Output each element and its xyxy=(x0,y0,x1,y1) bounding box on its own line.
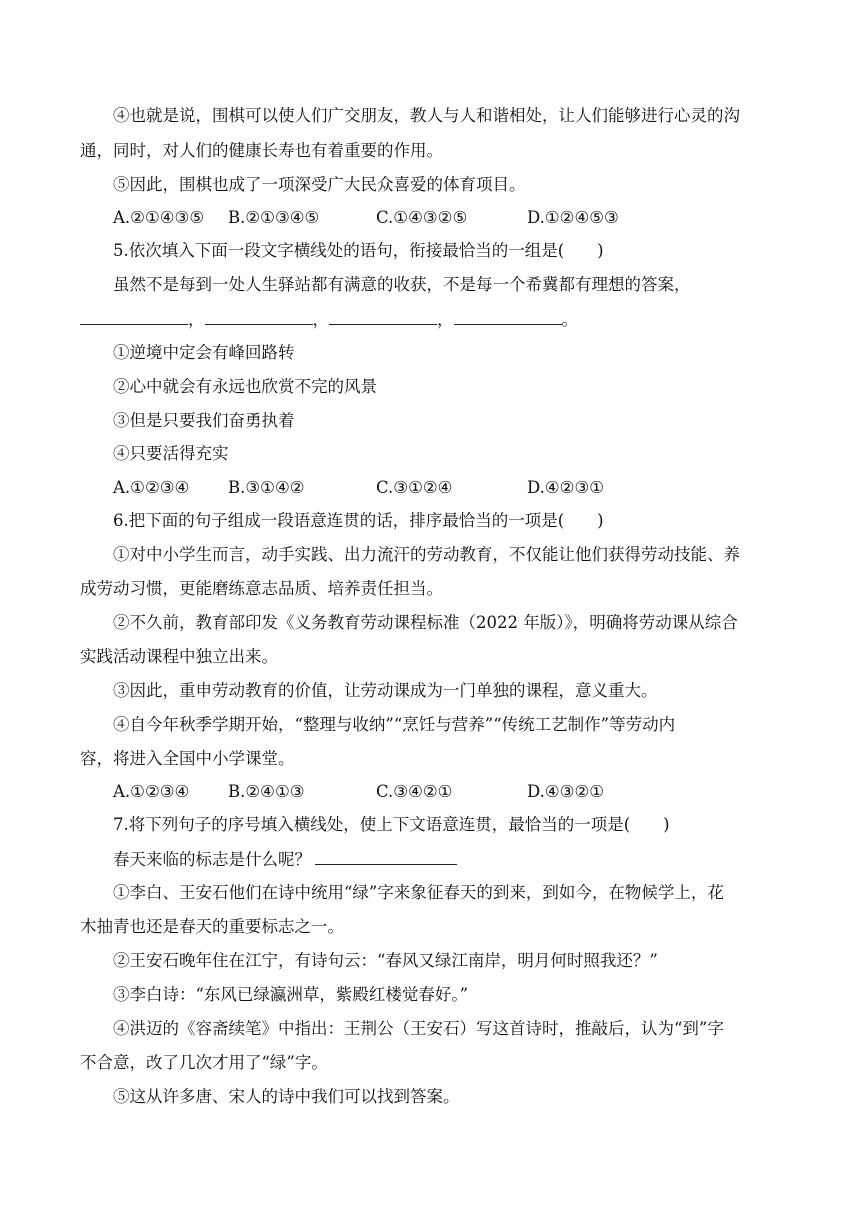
q6-option-d: D.④③②① xyxy=(527,782,605,801)
answer-blank-4[interactable] xyxy=(454,308,562,325)
question-5-sentence-1: ①逆境中定会有峰回路转 xyxy=(113,343,295,362)
question-5-sentence-3: ③但是只要我们奋勇执着 xyxy=(113,411,295,430)
question-5-blanks-line xyxy=(80,308,780,331)
q5-option-d: D.④②③① xyxy=(527,478,605,497)
question-7-stem-text: 春天来临的标志是什么呢？ xyxy=(113,850,311,869)
question-5-stem: 虽然不是每到一处人生驿站都有满意的收获，不是每一个希冀都有理想的答案， xyxy=(113,275,691,294)
question-6-sentence-2-line1: ②不久前，教育部印发《义务教育劳动课程标准（2022 年版）》，明确将劳动课从综合 xyxy=(113,613,738,632)
question-5-title: 5.依次填入下面一段文字横线处的语句，衔接最恰当的一组是( ) xyxy=(113,241,604,260)
q5-option-c: C.③①②④ xyxy=(376,478,453,497)
q5-option-a: A.①②③④ xyxy=(113,478,190,497)
q4-option-c: C.①④③②⑤ xyxy=(376,208,468,227)
question-7-title: 7.将下列句子的序号填入横线处，使上下文语意连贯，最恰当的一项是( ) xyxy=(113,815,670,834)
passage-sentence-5: ⑤因此，围棋也成了一项深受广大民众喜爱的体育项目。 xyxy=(113,175,526,194)
question-6-sentence-2-line2: 实践活动课程中独立出来。 xyxy=(80,647,278,666)
q4-option-d: D.①②④⑤③ xyxy=(527,208,619,227)
comma: ， xyxy=(188,310,205,329)
answer-blank[interactable] xyxy=(315,848,457,865)
question-7-sentence-4-line2: 不合意，改了几次才用了“绿”字。 xyxy=(80,1053,328,1072)
q6-option-b: B.②④①③ xyxy=(228,782,305,801)
question-6-sentence-1-line2: 成劳动习惯，更能磨练意志品质、培养责任担当。 xyxy=(80,579,443,598)
passage-sentence-4-line2: 通，同时，对人们的健康长寿也有着重要的作用。 xyxy=(80,141,443,160)
question-6-sentence-4-line2: 容，将进入全国中小学课堂。 xyxy=(80,749,295,768)
answer-blank-2[interactable] xyxy=(205,308,313,325)
question-7-sentence-2: ②王安石晚年住在江宁，有诗句云：“春风又绿江南岸，明月何时照我还？” xyxy=(113,951,658,970)
q5-option-b: B.③①④② xyxy=(228,478,305,497)
q6-option-c: C.③④②① xyxy=(376,782,453,801)
question-7-sentence-1-line1: ①李白、王安石他们在诗中统用“绿”字来象征春天的到来，到如今，在物候学上，花 xyxy=(113,883,724,902)
comma: ， xyxy=(437,310,454,329)
passage-sentence-4-line1: ④也就是说，围棋可以使人们广交朋友，教人与人和谐相处，让人们能够进行心灵的沟 xyxy=(113,106,740,125)
period: 。 xyxy=(561,310,578,329)
question-6-sentence-4-line1: ④自今年秋季学期开始，“整理与收纳”“烹饪与营养”“传统工艺制作”等劳动内 xyxy=(113,715,676,734)
question-5-sentence-4: ④只要活得充实 xyxy=(113,444,229,463)
question-7-sentence-4-line1: ④洪迈的《容斋续笔》中指出：王荆公（王安石）写这首诗时，推敲后，认为“到”字 xyxy=(113,1019,724,1038)
question-7-sentence-3: ③李白诗：“东风已绿瀛洲草，紫殿红楼觉春好。” xyxy=(113,985,469,1004)
q6-option-a: A.①②③④ xyxy=(113,782,190,801)
question-6-sentence-3: ③因此，重申劳动教育的价值，让劳动课成为一门单独的课程，意义重大。 xyxy=(113,681,658,700)
question-7-sentence-5: ⑤这从许多唐、宋人的诗中我们可以找到答案。 xyxy=(113,1087,460,1106)
question-7-stem xyxy=(80,848,813,871)
question-5-sentence-2: ②心中就会有永远也欣赏不完的风景 xyxy=(113,377,377,396)
q4-option-a: A.②①④③⑤ xyxy=(113,208,205,227)
comma: ， xyxy=(312,310,329,329)
question-7-sentence-1-line2: 木抽青也还是春天的重要标志之一。 xyxy=(80,917,344,936)
q4-option-b: B.②①③④⑤ xyxy=(228,208,320,227)
question-6-sentence-1-line1: ①对中小学生而言，动手实践、出力流汗的劳动教育，不仅能让他们获得劳动技能、养 xyxy=(113,545,740,564)
answer-blank-3[interactable] xyxy=(329,308,437,325)
question-6-title: 6.把下面的句子组成一段语意连贯的话，排序最恰当的一项是( ) xyxy=(113,511,604,530)
answer-blank-1[interactable] xyxy=(80,308,188,325)
